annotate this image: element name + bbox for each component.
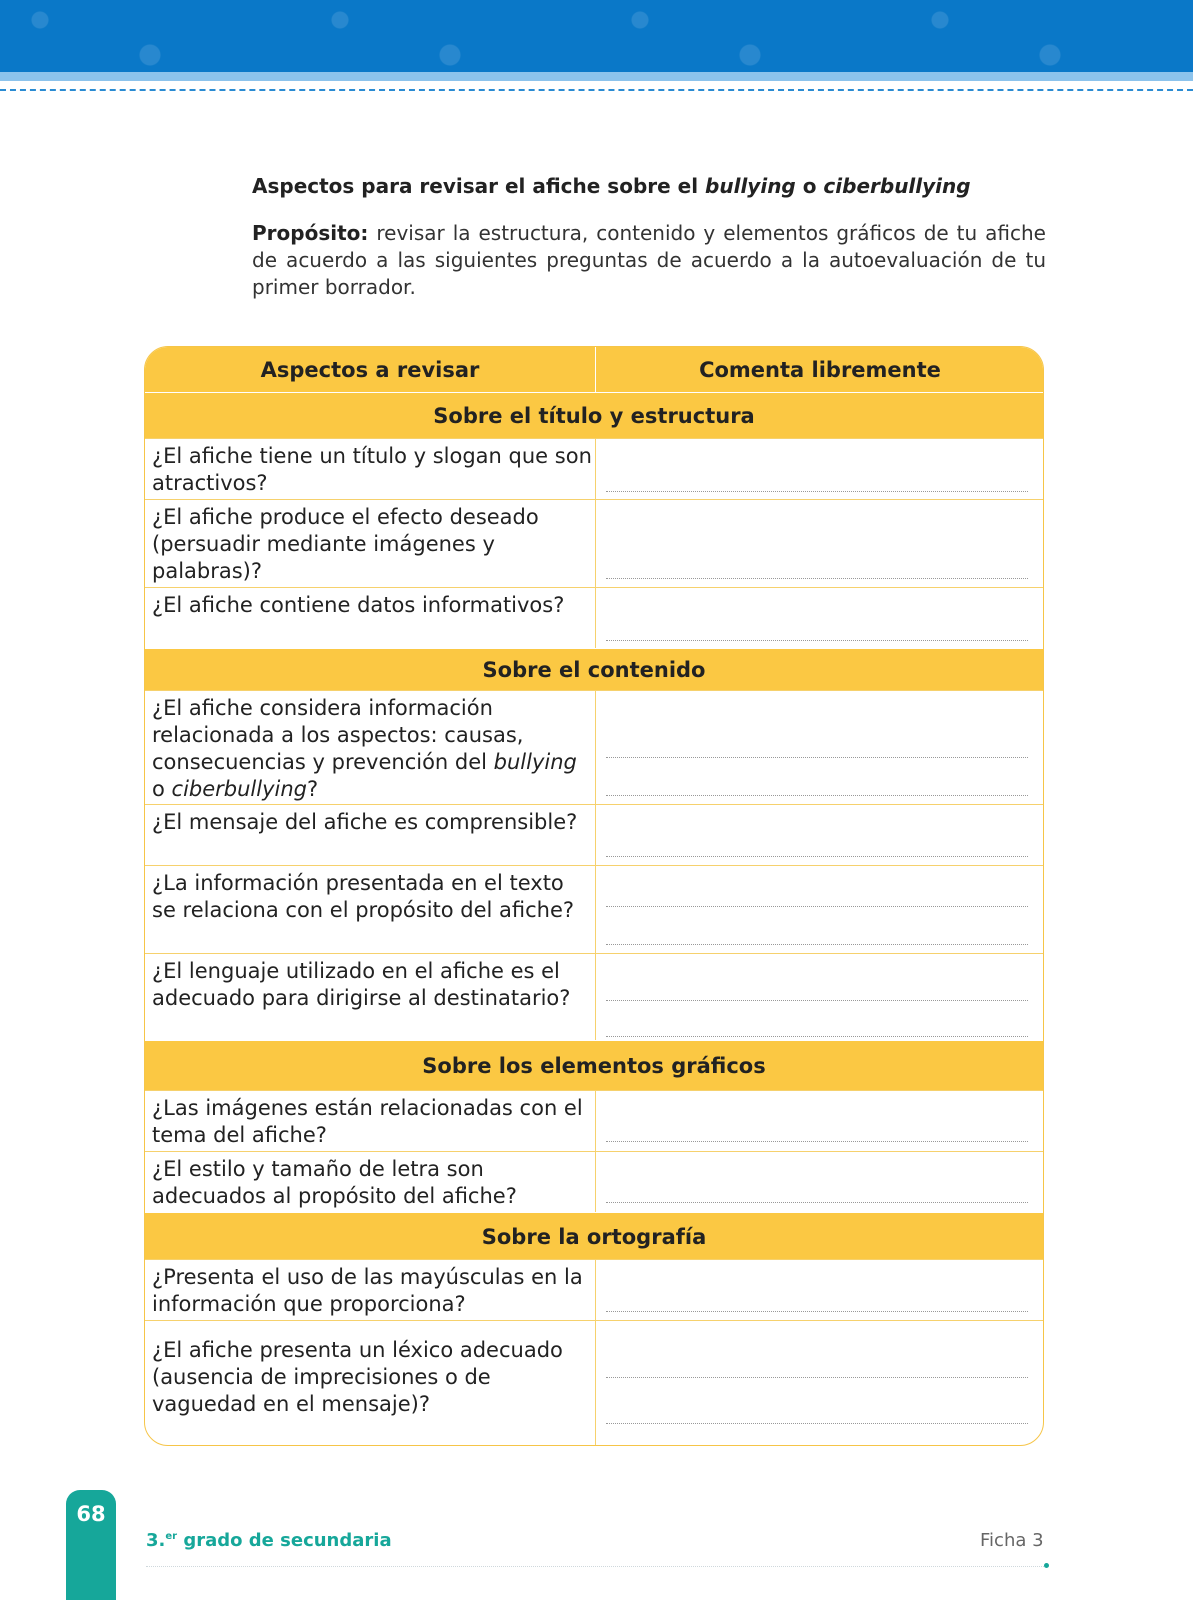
question-text: ¿El mensaje del afiche es comprensible? <box>152 810 578 834</box>
footer-divider <box>146 1566 1046 1567</box>
question-row <box>145 804 1043 866</box>
question-text: ¿El afiche contiene datos informativos? <box>152 593 565 617</box>
comment-cell[interactable] <box>595 439 1044 500</box>
review-table <box>144 346 1044 1446</box>
answer-line <box>606 491 1028 492</box>
question-text: ¿El afiche presenta un léxico adecuado (ausencia de imprecisiones o de vaguedad en el mensaje)? <box>152 1338 563 1416</box>
page-number: 68 <box>76 1502 106 1526</box>
answer-line <box>606 906 1028 907</box>
answer-line <box>606 1202 1028 1203</box>
column-header-aspects: Aspectos a revisar <box>260 357 480 382</box>
comment-cell[interactable] <box>595 1152 1044 1213</box>
table-header-row <box>145 347 1043 392</box>
question-text: ¿El afiche produce el efecto deseado (persuadir mediante imágenes y palabras)? <box>152 505 539 583</box>
comment-cell[interactable] <box>595 866 1044 954</box>
question-text: ¿Presenta el uso de las mayúsculas en la información que proporciona? <box>152 1265 583 1316</box>
answer-line <box>606 1423 1028 1424</box>
answer-line <box>606 1311 1028 1312</box>
section-title-content: Sobre el contenido <box>145 648 1043 691</box>
page-title: Aspectos para revisar el afiche sobre el bullying o ciberbullying <box>252 174 971 198</box>
section-title-structure: Sobre el título y estructura <box>145 392 1043 439</box>
page-number-tab <box>66 1490 116 1600</box>
purpose-paragraph: Propósito: revisar la estructura, contenido y elementos gráficos de tu afiche de acuerdo a las siguientes preguntas de acuerdo a la autoevaluación de tu primer borrador. <box>252 221 1046 299</box>
question-text: ¿La información presentada en el texto se relaciona con el propósito del afiche? <box>152 871 575 922</box>
header-stripe <box>0 72 1193 81</box>
answer-line <box>606 1000 1028 1001</box>
question-row <box>145 1259 1043 1321</box>
question-row <box>145 1151 1043 1213</box>
purpose-label: Propósito: <box>252 221 369 245</box>
footer-grade: 3.$^{er}$ grado de secundaria <box>146 1530 392 1551</box>
comment-cell[interactable] <box>595 805 1044 866</box>
footer-dot <box>1044 1563 1049 1568</box>
question-row <box>145 1090 1043 1152</box>
answer-line <box>606 944 1028 945</box>
question-row <box>145 690 1043 805</box>
comment-cell[interactable] <box>595 500 1044 588</box>
question-text: ¿Las imágenes están relacionadas con el tema del afiche? <box>152 1096 583 1147</box>
header-dashed-divider <box>0 89 1193 91</box>
section-title-spelling: Sobre la ortografía <box>145 1212 1043 1260</box>
comment-cell[interactable] <box>595 1260 1044 1321</box>
footer-ficha: Ficha 3 <box>980 1530 1044 1551</box>
answer-line <box>606 1036 1028 1037</box>
question-row <box>145 1320 1043 1446</box>
comment-cell[interactable] <box>595 1091 1044 1152</box>
section-title-graphics: Sobre los elementos gráficos <box>145 1040 1043 1091</box>
question-text: ¿El afiche considera información relacionada a los aspectos: causas, consecuencias y prevención del bullying o ciberbullying? <box>152 696 577 801</box>
answer-line <box>606 1377 1028 1378</box>
question-text: ¿El lenguaje utilizado en el afiche es el adecuado para dirigirse al destinatario? <box>152 959 571 1010</box>
question-row <box>145 865 1043 954</box>
comment-cell[interactable] <box>595 1321 1044 1446</box>
comment-cell[interactable] <box>595 691 1044 805</box>
comment-cell[interactable] <box>595 588 1044 649</box>
question-row <box>145 438 1043 500</box>
answer-line <box>606 640 1028 641</box>
answer-line <box>606 856 1028 857</box>
answer-line <box>606 757 1028 758</box>
answer-line <box>606 578 1028 579</box>
question-row <box>145 953 1043 1041</box>
answer-line <box>606 1141 1028 1142</box>
header-banner <box>0 0 1193 72</box>
column-header-comments: Comenta libremente <box>595 347 1044 392</box>
question-row <box>145 587 1043 649</box>
question-row <box>145 499 1043 588</box>
comment-cell[interactable] <box>595 954 1044 1041</box>
question-text: ¿El estilo y tamaño de letra son adecuados al propósito del afiche? <box>152 1157 517 1208</box>
question-text: ¿El afiche tiene un título y slogan que son atractivos? <box>152 444 592 495</box>
answer-line <box>606 795 1028 796</box>
